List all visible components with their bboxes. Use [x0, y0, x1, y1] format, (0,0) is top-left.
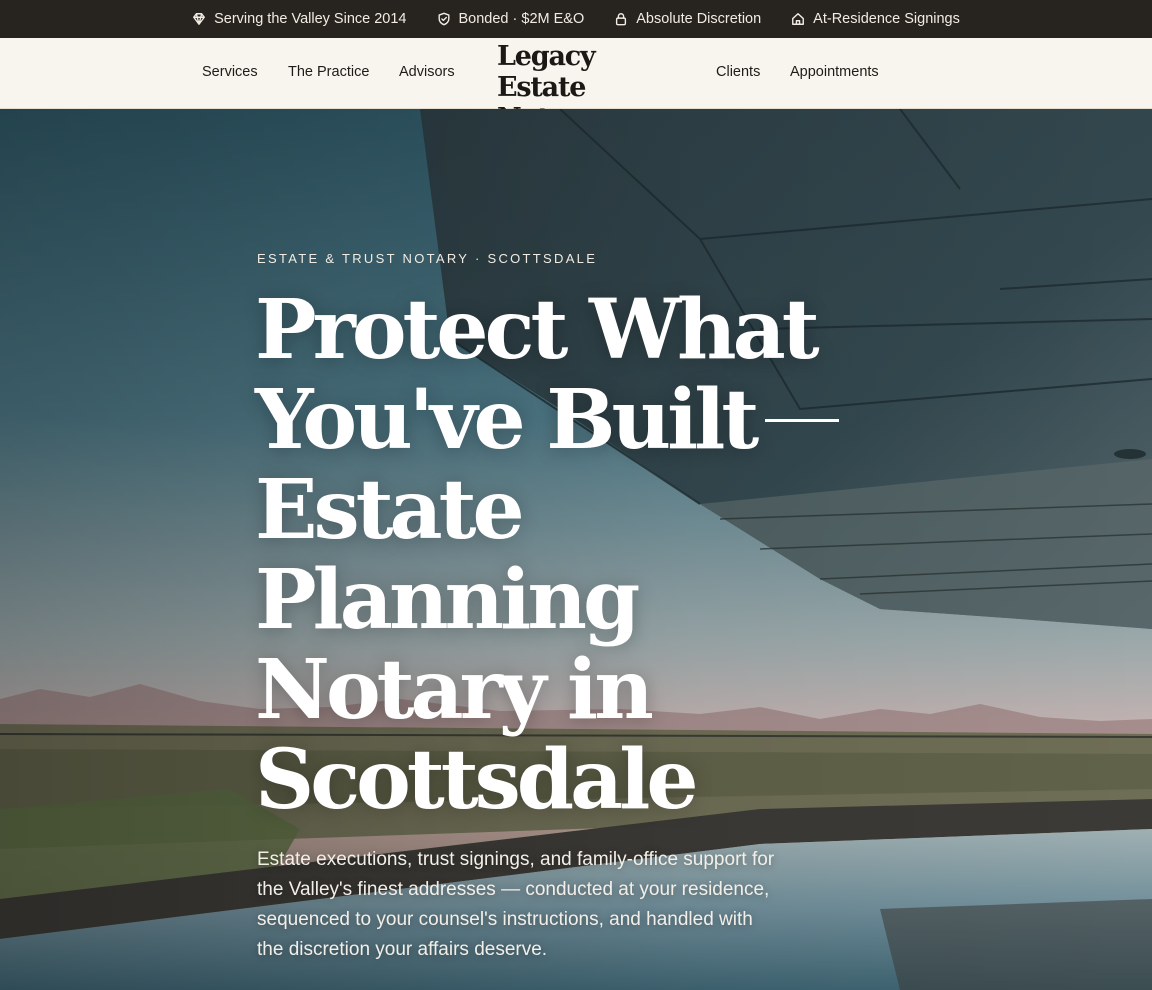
trust-item-residence	[791, 11, 960, 27]
hero-headline	[255, 282, 875, 828]
headline-line: Protect What	[255, 282, 816, 378]
headline-line: Estate	[255, 462, 521, 558]
headline-dash-divider	[765, 419, 839, 422]
lock-icon	[614, 12, 628, 26]
shield-icon	[437, 12, 451, 26]
trust-item-label: Serving the Valley Since 2014	[214, 11, 407, 27]
hero-eyebrow: ESTATE & TRUST NOTARY · SCOTTSDALE	[257, 251, 598, 266]
trust-item-discretion	[614, 11, 761, 27]
trust-item-label: Absolute Discretion	[636, 11, 762, 27]
headline-line: Planning	[255, 552, 637, 648]
logo-line-1: Legacy Estate	[497, 41, 595, 103]
nav-link-the-practice[interactable]: The Practice	[288, 64, 370, 80]
headline-line-text: You've Built	[255, 372, 756, 468]
nav-link-advisors[interactable]: Advisors	[399, 64, 455, 80]
hero-section	[0, 109, 1152, 990]
headline-line: Notary in	[255, 642, 650, 738]
trust-item-label: At-Residence Signings	[813, 11, 960, 27]
nav-link-services[interactable]: Services	[202, 64, 258, 80]
headline-line: Scottsdale	[255, 732, 695, 828]
nav-link-clients[interactable]: Clients	[716, 64, 761, 80]
trust-bar	[0, 0, 1152, 38]
site-header	[0, 38, 1152, 109]
trust-item-label: Bonded · $2M E&O	[458, 11, 585, 27]
hero-lede: Estate executions, trust signings, and family-office support for the Valley's finest addresses — conducted at your residence, sequenced to your counsel's instructions, and handled with the discretion your affairs deserve.	[257, 849, 775, 960]
trust-item-since	[192, 11, 406, 27]
headline-line	[255, 372, 875, 468]
gem-icon	[192, 12, 206, 26]
nav-link-appointments[interactable]: Appointments	[790, 64, 879, 80]
home-icon	[791, 12, 805, 26]
trust-item-bonded	[437, 11, 585, 27]
